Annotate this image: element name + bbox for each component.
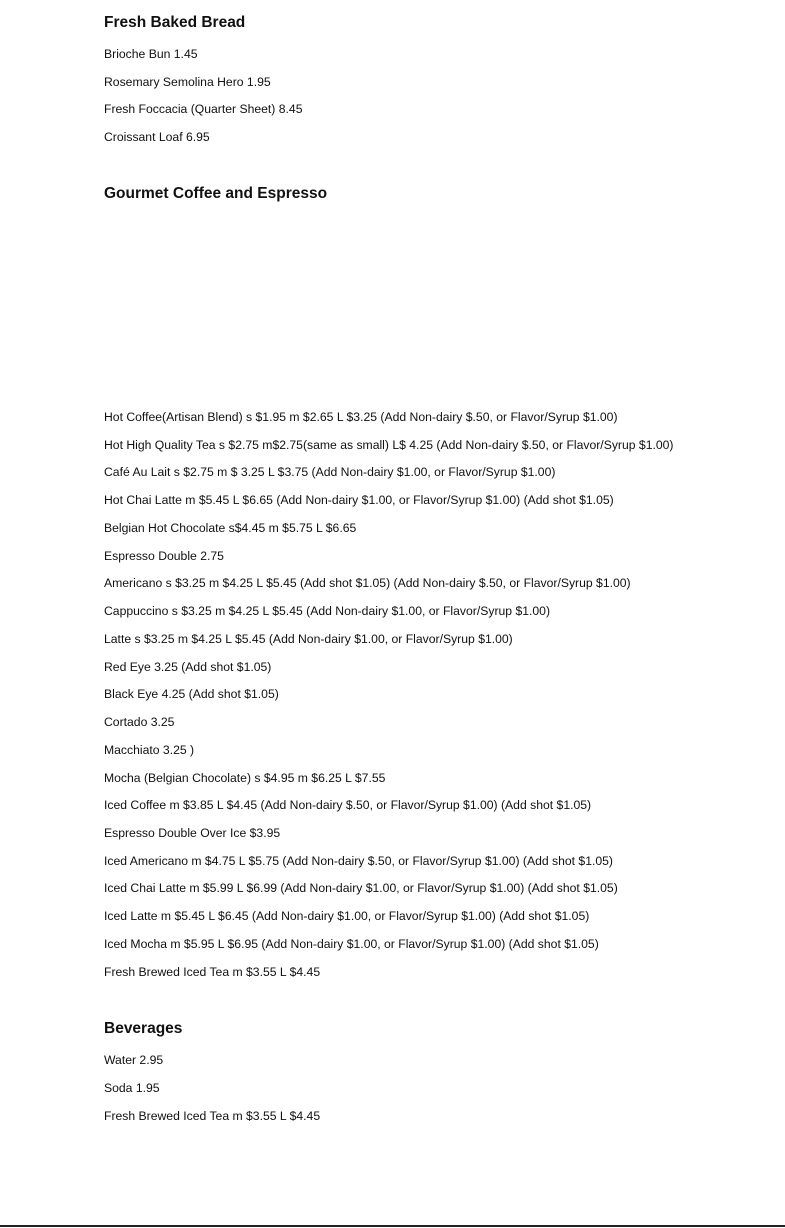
- section-heading-bread: Fresh Baked Bread: [104, 14, 246, 31]
- section-heading-beverages: Beverages: [104, 1020, 183, 1037]
- menu-item: Red Eye 3.25 (Add shot $1.05): [104, 660, 272, 674]
- menu-item: Fresh Brewed Iced Tea m $3.55 L $4.45: [104, 965, 321, 979]
- menu-item: Black Eye 4.25 (Add shot $1.05): [104, 687, 279, 701]
- menu-item: Croissant Loaf 6.95: [104, 130, 210, 144]
- page-bottom-divider: [0, 1225, 785, 1227]
- menu-item: Mocha (Belgian Chocolate) s $4.95 m $6.25 L $7.55: [104, 771, 386, 785]
- menu-item: Iced Mocha m $5.95 L $6.95 (Add Non-dairy $1.00, or Flavor/Syrup $1.00) (Add shot $1.05): [104, 937, 599, 951]
- menu-item: Iced Latte m $5.45 L $6.45 (Add Non-dairy $1.00, or Flavor/Syrup $1.00) (Add shot $1.05): [104, 909, 590, 923]
- menu-item: Hot Coffee(Artisan Blend) s $1.95 m $2.65 L $3.25 (Add Non-dairy $.50, or Flavor/Syrup $1.00): [104, 410, 618, 424]
- menu-item: Espresso Double 2.75: [104, 549, 224, 563]
- menu-item: Hot Chai Latte m $5.45 L $6.65 (Add Non-dairy $1.00, or Flavor/Syrup $1.00) (Add shot $1.05): [104, 493, 614, 507]
- menu-item: Fresh Foccacia (Quarter Sheet) 8.45: [104, 102, 303, 116]
- menu-item: Fresh Brewed Iced Tea m $3.55 L $4.45: [104, 1109, 321, 1123]
- menu-item: Soda 1.95: [104, 1081, 160, 1095]
- menu-item: Macchiato 3.25 ): [104, 743, 195, 757]
- menu-item: Rosemary Semolina Hero 1.95: [104, 75, 271, 89]
- menu-item: Brioche Bun 1.45: [104, 47, 198, 61]
- menu-item: Latte s $3.25 m $4.25 L $5.45 (Add Non-dairy $1.00, or Flavor/Syrup $1.00): [104, 632, 513, 646]
- menu-item: Cappuccino s $3.25 m $4.25 L $5.45 (Add Non-dairy $1.00, or Flavor/Syrup $1.00): [104, 604, 551, 618]
- menu-item: Iced Coffee m $3.85 L $4.45 (Add Non-dairy $.50, or Flavor/Syrup $1.00) (Add shot $1.05): [104, 798, 592, 812]
- menu-item: Espresso Double Over Ice $3.95: [104, 826, 281, 840]
- menu-item: Americano s $3.25 m $4.25 L $5.45 (Add shot $1.05) (Add Non-dairy $.50, or Flavor/Syrup $1.00): [104, 576, 631, 590]
- menu-item: Iced Americano m $4.75 L $5.75 (Add Non-dairy $.50, or Flavor/Syrup $1.00) (Add shot $1.05): [104, 854, 613, 868]
- menu-item: Iced Chai Latte m $5.99 L $6.99 (Add Non-dairy $1.00, or Flavor/Syrup $1.00) (Add shot $1.05): [104, 881, 618, 895]
- menu-item: Hot High Quality Tea s $2.75 m$2.75(same as small) L$ 4.25 (Add Non-dairy $.50, or Flavor/Syrup $1.00): [104, 438, 674, 452]
- section-heading-coffee: Gourmet Coffee and Espresso: [104, 185, 328, 202]
- menu-item: Water 2.95: [104, 1053, 164, 1067]
- menu-item: Cortado 3.25: [104, 715, 175, 729]
- menu-item: Café Au Lait s $2.75 m $ 3.25 L $3.75 (Add Non-dairy $1.00, or Flavor/Syrup $1.00): [104, 465, 556, 479]
- menu-item: Belgian Hot Chocolate s$4.45 m $5.75 L $6.65: [104, 521, 357, 535]
